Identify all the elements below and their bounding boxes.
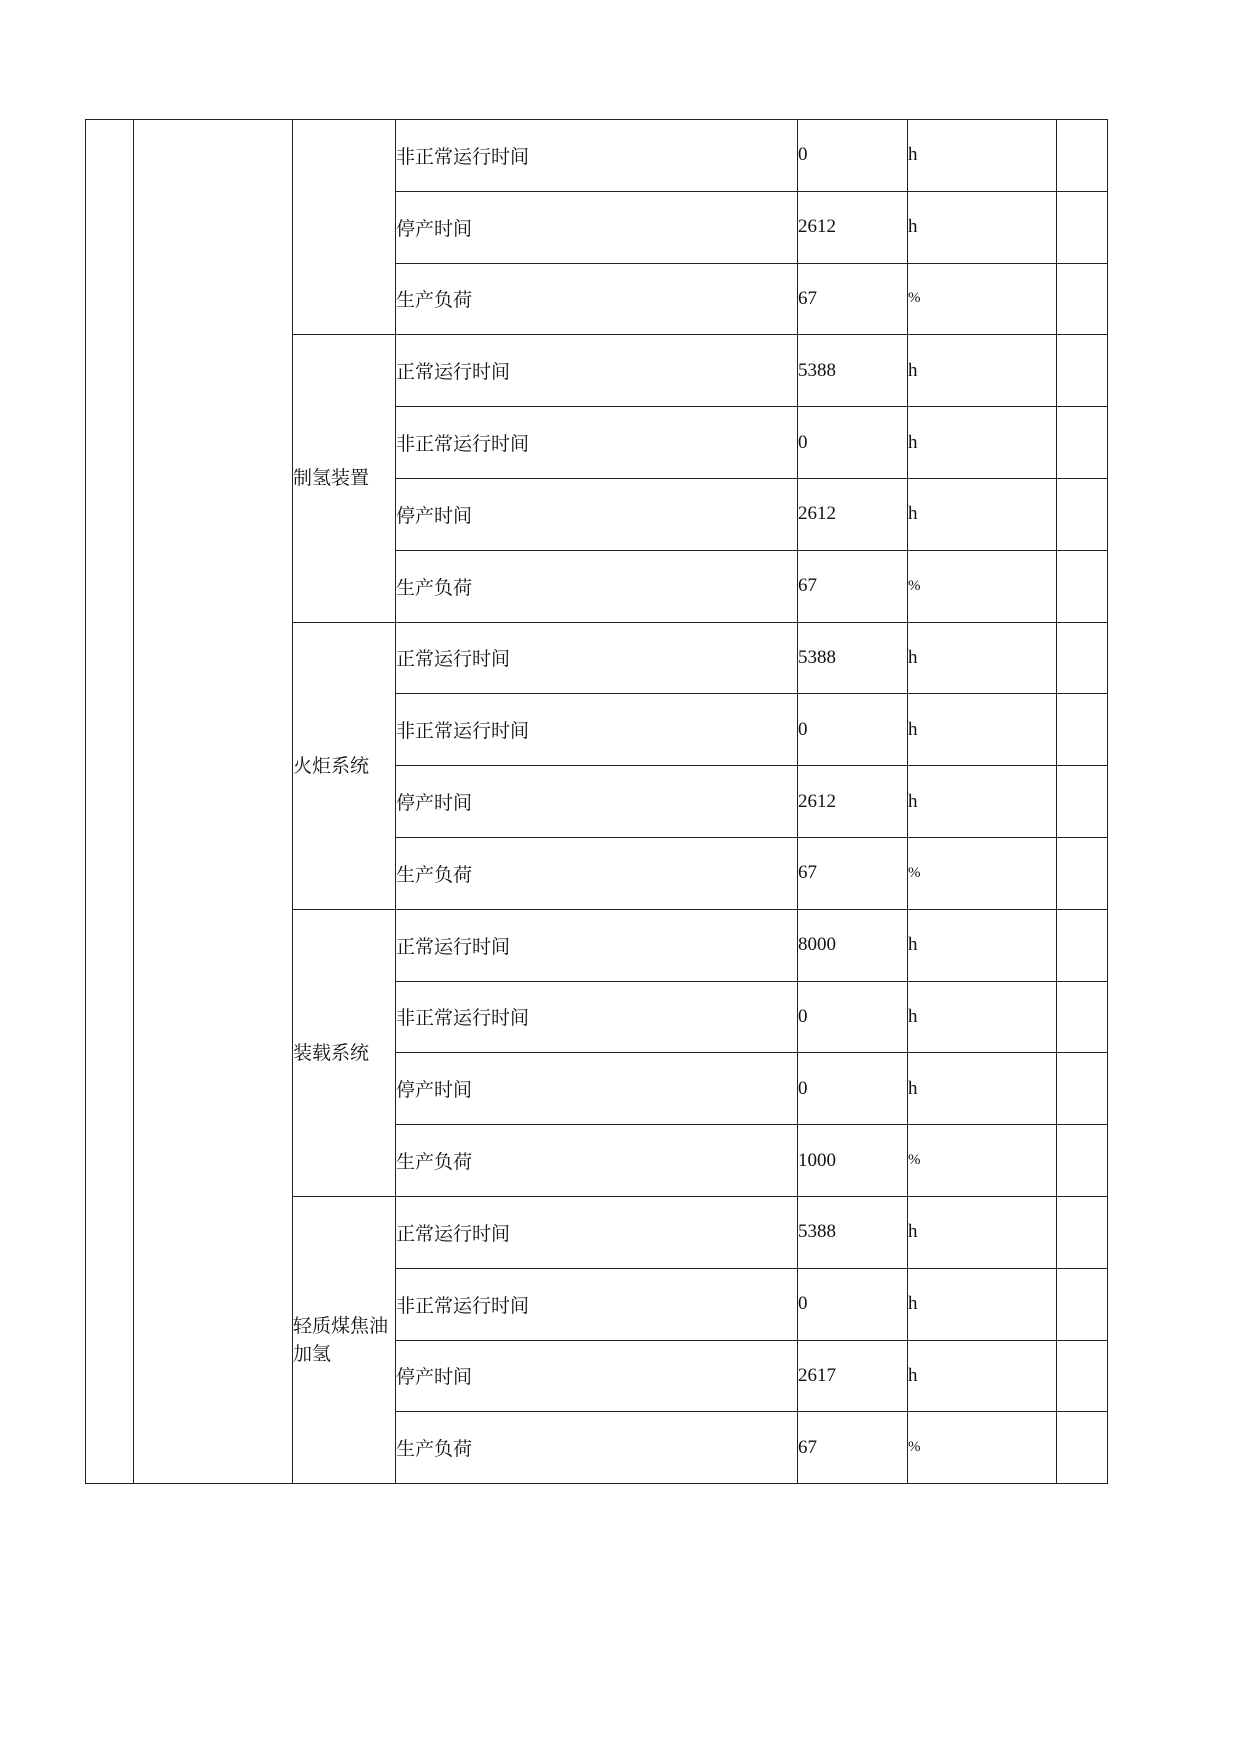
indicator-value: 1000 bbox=[798, 1125, 908, 1197]
indicator-name: 停产时间 bbox=[396, 766, 798, 838]
indicator-value: 8000 bbox=[798, 909, 908, 981]
unit-name-cell: 制氢装置 bbox=[293, 335, 396, 622]
indicator-name: 非正常运行时间 bbox=[396, 120, 798, 192]
remark-cell bbox=[1057, 407, 1108, 479]
remark-cell bbox=[1057, 981, 1108, 1053]
unit-name-cell bbox=[293, 120, 396, 335]
indicator-name: 正常运行时间 bbox=[396, 909, 798, 981]
indicator-value: 0 bbox=[798, 120, 908, 192]
indicator-unit: % bbox=[908, 263, 1057, 335]
unit-name-cell: 轻质煤焦油加氢 bbox=[293, 1196, 396, 1483]
indicator-name: 正常运行时间 bbox=[396, 335, 798, 407]
indicator-unit: h bbox=[908, 981, 1057, 1053]
indicator-value: 67 bbox=[798, 1412, 908, 1484]
indicator-name: 停产时间 bbox=[396, 1340, 798, 1412]
indicator-unit: h bbox=[908, 120, 1057, 192]
indicator-unit: % bbox=[908, 1125, 1057, 1197]
indicator-name: 停产时间 bbox=[396, 1053, 798, 1125]
remark-cell bbox=[1057, 191, 1108, 263]
indicator-unit: h bbox=[908, 1196, 1057, 1268]
indicator-name: 生产负荷 bbox=[396, 550, 798, 622]
indicator-value: 2612 bbox=[798, 766, 908, 838]
indicator-value: 2617 bbox=[798, 1340, 908, 1412]
remark-cell bbox=[1057, 694, 1108, 766]
indicator-name: 停产时间 bbox=[396, 191, 798, 263]
indicator-unit: h bbox=[908, 335, 1057, 407]
table-body bbox=[86, 120, 1108, 1484]
indicator-unit: h bbox=[908, 909, 1057, 981]
indicator-unit: h bbox=[908, 622, 1057, 694]
remark-cell bbox=[1057, 1053, 1108, 1125]
indicator-name: 生产负荷 bbox=[396, 1412, 798, 1484]
indicator-value: 0 bbox=[798, 694, 908, 766]
table-row bbox=[86, 120, 1108, 192]
indicator-value: 67 bbox=[798, 550, 908, 622]
indicator-value: 5388 bbox=[798, 622, 908, 694]
remark-cell bbox=[1057, 120, 1108, 192]
remark-cell bbox=[1057, 263, 1108, 335]
indicator-unit: h bbox=[908, 407, 1057, 479]
indicator-value: 0 bbox=[798, 1053, 908, 1125]
remark-cell bbox=[1057, 1196, 1108, 1268]
indicator-unit: h bbox=[908, 694, 1057, 766]
indicator-value: 2612 bbox=[798, 191, 908, 263]
indicator-name: 正常运行时间 bbox=[396, 622, 798, 694]
unit-name-cell: 装载系统 bbox=[293, 909, 396, 1196]
indicator-unit: % bbox=[908, 1412, 1057, 1484]
indicator-unit: h bbox=[908, 1053, 1057, 1125]
unit-name-cell: 火炬系统 bbox=[293, 622, 396, 909]
indicator-value: 5388 bbox=[798, 1196, 908, 1268]
indicator-unit: % bbox=[908, 550, 1057, 622]
remark-cell bbox=[1057, 1340, 1108, 1412]
indicator-name: 非正常运行时间 bbox=[396, 694, 798, 766]
remark-cell bbox=[1057, 622, 1108, 694]
index-cell bbox=[86, 120, 134, 1484]
indicator-unit: h bbox=[908, 1340, 1057, 1412]
indicator-name: 生产负荷 bbox=[396, 263, 798, 335]
indicator-unit: h bbox=[908, 191, 1057, 263]
remark-cell bbox=[1057, 1412, 1108, 1484]
indicator-name: 非正常运行时间 bbox=[396, 981, 798, 1053]
indicator-value: 0 bbox=[798, 981, 908, 1053]
remark-cell bbox=[1057, 837, 1108, 909]
indicator-name: 生产负荷 bbox=[396, 1125, 798, 1197]
remark-cell bbox=[1057, 766, 1108, 838]
remark-cell bbox=[1057, 1268, 1108, 1340]
indicator-unit: % bbox=[908, 837, 1057, 909]
indicator-value: 0 bbox=[798, 1268, 908, 1340]
indicator-unit: h bbox=[908, 1268, 1057, 1340]
indicator-unit: h bbox=[908, 766, 1057, 838]
remark-cell bbox=[1057, 478, 1108, 550]
indicator-value: 2612 bbox=[798, 478, 908, 550]
indicator-name: 非正常运行时间 bbox=[396, 407, 798, 479]
indicator-value: 67 bbox=[798, 837, 908, 909]
remark-cell bbox=[1057, 335, 1108, 407]
indicator-name: 非正常运行时间 bbox=[396, 1268, 798, 1340]
indicator-value: 67 bbox=[798, 263, 908, 335]
indicator-name: 生产负荷 bbox=[396, 837, 798, 909]
indicator-value: 5388 bbox=[798, 335, 908, 407]
remark-cell bbox=[1057, 1125, 1108, 1197]
remark-cell bbox=[1057, 550, 1108, 622]
remark-cell bbox=[1057, 909, 1108, 981]
category-cell bbox=[134, 120, 293, 1484]
indicator-name: 停产时间 bbox=[396, 478, 798, 550]
indicator-name: 正常运行时间 bbox=[396, 1196, 798, 1268]
indicator-unit: h bbox=[908, 478, 1057, 550]
indicator-value: 0 bbox=[798, 407, 908, 479]
operation-data-table bbox=[85, 119, 1108, 1484]
